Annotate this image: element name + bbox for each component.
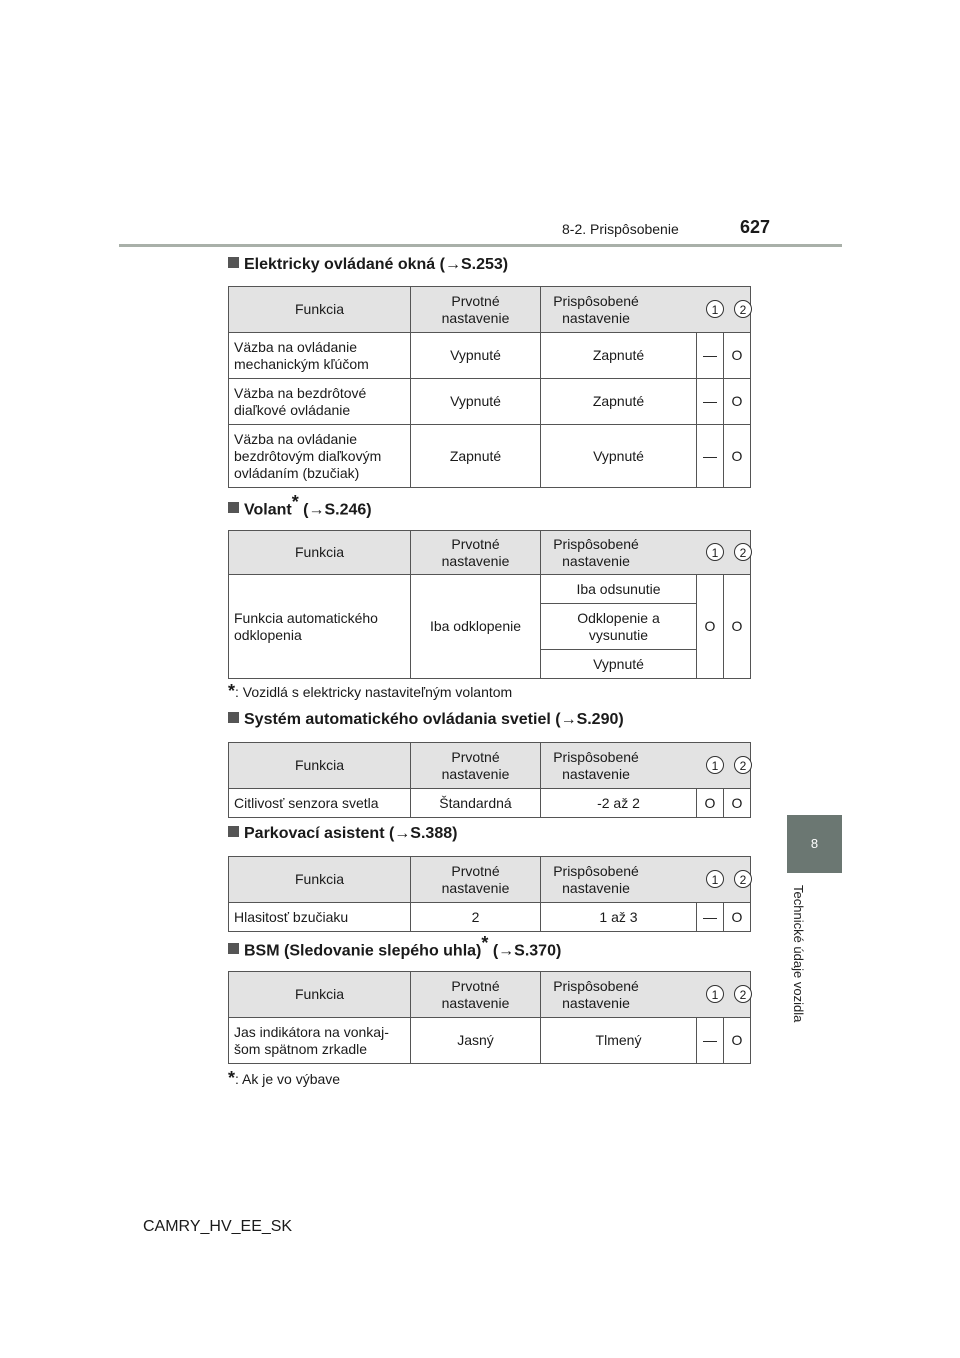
table-header-row — [229, 531, 751, 575]
circled-2-icon: 2 — [734, 756, 752, 774]
method1-cell: O — [697, 575, 724, 679]
parking-table — [228, 856, 751, 932]
col-header-custom: Prispôsobené nastavenie 1 2 — [541, 857, 751, 903]
chapter-title: Technické údaje vozidla — [791, 885, 806, 1023]
custom-cell: -2 až 2 — [541, 789, 697, 818]
bsm-table — [228, 971, 751, 1064]
section-title-windows — [228, 256, 508, 274]
col-header-function: Funkcia — [229, 743, 411, 789]
circled-2-icon: 2 — [734, 870, 752, 888]
method1-cell: — — [697, 1018, 724, 1064]
chapter-tab: 8 — [787, 815, 842, 873]
method1-cell: — — [697, 425, 724, 488]
method2-cell: O — [724, 789, 751, 818]
section-title-steering: Volant* (→S.246) — [228, 497, 372, 519]
section-title-lights: Systém automatického ovládania svetiel (→S.290) — [228, 711, 624, 729]
col-header-custom: Prispôsobené nastavenie 1 2 — [541, 287, 751, 333]
custom-cell: Zapnuté — [541, 333, 697, 379]
method2-cell: O — [724, 425, 751, 488]
circled-1-icon: 1 — [706, 543, 724, 561]
circled-2-icon: 2 — [734, 543, 752, 561]
page-number: 627 — [740, 217, 771, 237]
circled-1-icon: 1 — [706, 756, 724, 774]
circled-2-icon: 2 — [734, 985, 752, 1003]
square-bullet-icon — [228, 826, 239, 837]
default-cell: Štandardná — [411, 789, 541, 818]
function-cell: Funkcia automatického odklopenia — [229, 575, 411, 679]
custom-cell: Zapnuté — [541, 379, 697, 425]
method1-cell: O — [697, 789, 724, 818]
col-header-function: Funkcia — [229, 972, 411, 1018]
function-cell: Hlasitosť bzučiaku — [229, 903, 411, 932]
method2-cell: O — [724, 333, 751, 379]
function-cell: Jas indikátora na vonkaj-šom spätnom zrkadle — [229, 1018, 411, 1064]
section-title-windows-text: Elektricky ovládané okná (→S.253) — [244, 256, 509, 273]
section-title-parking: Parkovací asistent (→S.388) — [228, 825, 457, 843]
table-header-row — [229, 287, 751, 333]
square-bullet-icon — [228, 502, 239, 513]
method2-cell: O — [724, 379, 751, 425]
table-header-row — [229, 972, 751, 1018]
footnote-bsm: *: Ak je vo výbave — [228, 1068, 341, 1088]
square-bullet-icon — [228, 257, 239, 268]
method1-cell: — — [697, 903, 724, 932]
default-cell: Jasný — [411, 1018, 541, 1064]
footnote-steering: *: Vozidlá s elektricky nastaviteľným volantom — [228, 681, 513, 701]
option-cell: Odklopenie a vysunutie — [541, 604, 697, 650]
function-cell: Citlivosť senzora svetla — [229, 789, 411, 818]
default-cell: Vypnuté — [411, 333, 541, 379]
method1-cell: — — [697, 379, 724, 425]
col-header-custom: Prispôsobené nastavenie 1 2 — [541, 972, 751, 1018]
circled-2-icon: 2 — [734, 300, 752, 318]
table-row — [229, 333, 751, 379]
option-cell: Iba odsunutie — [541, 575, 697, 604]
square-bullet-icon — [228, 712, 239, 723]
square-bullet-icon — [228, 943, 239, 954]
default-cell: Vypnuté — [411, 379, 541, 425]
circled-1-icon: 1 — [706, 870, 724, 888]
table-row — [229, 789, 751, 818]
steering-table — [228, 530, 751, 679]
col-header-custom: Prispôsobené nastavenie 1 2 — [541, 531, 751, 575]
col-header-default: Prvotné nastavenie — [411, 743, 541, 789]
method2-cell: O — [724, 575, 751, 679]
lights-table — [228, 742, 751, 818]
method2-cell: O — [724, 1018, 751, 1064]
section-title-bsm: BSM (Sledovanie slepého uhla)* (→S.370) — [228, 938, 561, 960]
default-cell: Iba odklopenie — [411, 575, 541, 679]
table-row — [229, 425, 751, 488]
default-cell: 2 — [411, 903, 541, 932]
function-cell: Väzba na ovládanie bezdrôtovým diaľkovým ovládaním (bzučiak) — [229, 425, 411, 488]
function-cell: Väzba na bezdrôtové diaľkové ovládanie — [229, 379, 411, 425]
col-header-default: Prvotné nastavenie — [411, 531, 541, 575]
col-header-default: Prvotné nastavenie — [411, 857, 541, 903]
col-header-default: Prvotné nastavenie — [411, 287, 541, 333]
table-row — [229, 575, 751, 604]
default-cell: Zapnuté — [411, 425, 541, 488]
custom-cell: Tlmený — [541, 1018, 697, 1064]
method2-cell: O — [724, 903, 751, 932]
section-header: 8-2. Prispôsobenie — [562, 221, 679, 237]
footer-model-code: CAMRY_HV_EE_SK — [143, 1218, 293, 1235]
table-row — [229, 903, 751, 932]
function-cell: Väzba na ovládanie mechanickým kľúčom — [229, 333, 411, 379]
custom-cell: 1 až 3 — [541, 903, 697, 932]
option-cell: Vypnuté — [541, 650, 697, 679]
col-header-function: Funkcia — [229, 531, 411, 575]
col-header-default: Prvotné nastavenie — [411, 972, 541, 1018]
table-row — [229, 1018, 751, 1064]
method1-cell: — — [697, 333, 724, 379]
col-header-function: Funkcia — [229, 857, 411, 903]
circled-1-icon: 1 — [706, 985, 724, 1003]
windows-table — [228, 286, 751, 488]
table-header-row — [229, 743, 751, 789]
col-header-custom: Prispôsobené nastavenie 1 2 — [541, 743, 751, 789]
table-header-row — [229, 857, 751, 903]
header-divider — [119, 244, 842, 247]
col-header-function: Funkcia — [229, 287, 411, 333]
circled-1-icon: 1 — [706, 300, 724, 318]
custom-cell: Vypnuté — [541, 425, 697, 488]
table-row — [229, 379, 751, 425]
